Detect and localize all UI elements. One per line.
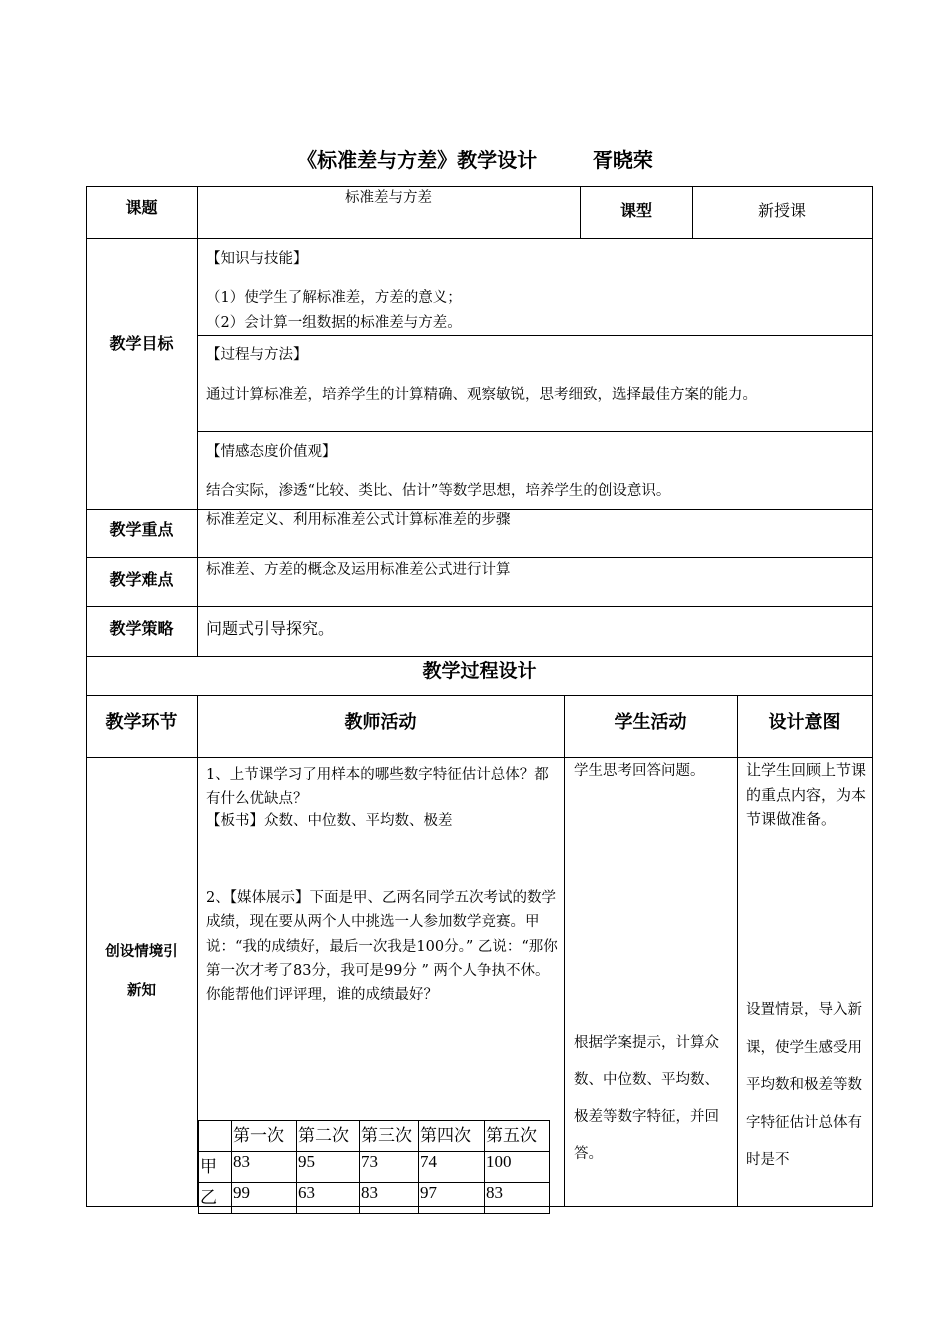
difficulty-label: 教学难点: [109, 570, 174, 589]
table-row: [199, 1183, 550, 1214]
table-border: [197, 186, 198, 656]
topic-label: 课题: [125, 198, 158, 217]
design-intent-1: 让学生回顾上节课的重点内容，为本节课做准备。: [746, 761, 867, 828]
table-border: [86, 509, 873, 510]
strategy-label: 教学策略: [109, 619, 174, 638]
lesson-type-label: 课型: [619, 201, 652, 220]
table-border: [86, 186, 873, 187]
table-row: [199, 1121, 550, 1152]
table-cell: 100: [485, 1152, 550, 1183]
table-cell: 83: [360, 1183, 419, 1214]
table-border: [564, 695, 565, 1207]
table-cell: 甲: [199, 1152, 232, 1183]
table-cell: 第一次: [232, 1121, 297, 1152]
scores-table: [198, 1120, 550, 1214]
lesson-type-value: 新授课: [757, 201, 806, 220]
strategy-text: 问题式引导探究。: [206, 619, 335, 638]
table-border: [197, 431, 873, 432]
table-cell: 第二次: [297, 1121, 360, 1152]
table-cell: [199, 1121, 232, 1152]
teacher-media-scenario: 2、【媒体展示】下面是甲、乙两名同学五次考试的数学成绩，现在要从两个人中挑选一人参加数学竞赛。甲说：“我的成绩好，最后一次我是100分。” 乙说：“那你第一次才考了83分，我可是99分 ” 两个人争执不休。你能帮他们评评理，谁的成绩最好？: [206, 890, 558, 1004]
column-header-student: 学生活动: [614, 712, 687, 733]
design-intent-2: 设置情景，导入新课，使学生感受用平均数和极差等数字特征估计总体有时是不: [746, 1002, 862, 1168]
difficulty-text: 标准差、方差的概念及运用标准差公式进行计算: [206, 562, 511, 578]
emotion-values-text: 结合实际，渗透“比较、类比、估计”等数学思想，培养学生的创设意识。: [206, 483, 671, 499]
table-cell: 83: [232, 1152, 297, 1183]
table-cell: 99: [232, 1183, 297, 1214]
topic-value: 标准差与方差: [345, 190, 432, 206]
student-activity-1: 学生思考回答问题。: [574, 763, 705, 779]
process-design-title: 教学过程设计: [422, 660, 537, 682]
table-border: [737, 695, 738, 1207]
table-cell: 83: [485, 1183, 550, 1214]
table-border: [86, 606, 873, 607]
process-method-heading: 【过程与方法】: [206, 347, 308, 363]
table-cell: 第四次: [419, 1121, 485, 1152]
teacher-question-1: 1、上节课学习了用样本的哪些数字特征估计总体？都有什么优缺点？: [206, 767, 549, 807]
table-cell: 第五次: [485, 1121, 550, 1152]
table-cell: 73: [360, 1152, 419, 1183]
table-border: [86, 656, 873, 657]
key-point-text: 标准差定义、利用标准差公式计算标准差的步骤: [206, 512, 511, 528]
table-cell: 97: [419, 1183, 485, 1214]
column-header-stage: 教学环节: [105, 712, 178, 733]
column-header-teacher: 教师活动: [344, 712, 417, 733]
table-cell: 乙: [199, 1183, 232, 1214]
table-cell: 74: [419, 1152, 485, 1183]
table-row: [199, 1152, 550, 1183]
key-point-label: 教学重点: [109, 520, 174, 539]
stage-name-line-2: 新知: [127, 982, 156, 999]
table-border: [86, 238, 873, 239]
objectives-label: 教学目标: [109, 334, 174, 353]
document-title: 《标准差与方差》教学设计 胥晓荣: [297, 148, 653, 172]
knowledge-item-2: （2）会计算一组数据的标准差与方差。: [206, 315, 462, 331]
knowledge-heading: 【知识与技能】: [206, 251, 308, 267]
table-cell: 第三次: [360, 1121, 419, 1152]
emotion-values-heading: 【情感态度价值观】: [206, 444, 337, 460]
process-method-text: 通过计算标准差，培养学生的计算精确、观察敏锐，思考细致，选择最佳方案的能力。: [206, 387, 757, 403]
table-border: [86, 557, 873, 558]
table-cell: 95: [297, 1152, 360, 1183]
stage-name-line-1: 创设情境引: [105, 943, 178, 960]
column-header-intent: 设计意图: [768, 712, 841, 733]
teacher-board-note: 【板书】众数、中位数、平均数、极差: [206, 813, 453, 829]
knowledge-item-1: （1）使学生了解标准差，方差的意义；: [206, 290, 462, 306]
table-border: [86, 695, 873, 696]
table-border: [872, 186, 873, 1207]
student-activity-2: 根据学案提示，计算众数、中位数、平均数、极差等数字特征，并回答。: [574, 1035, 719, 1162]
table-cell: 63: [297, 1183, 360, 1214]
table-border: [197, 335, 873, 336]
